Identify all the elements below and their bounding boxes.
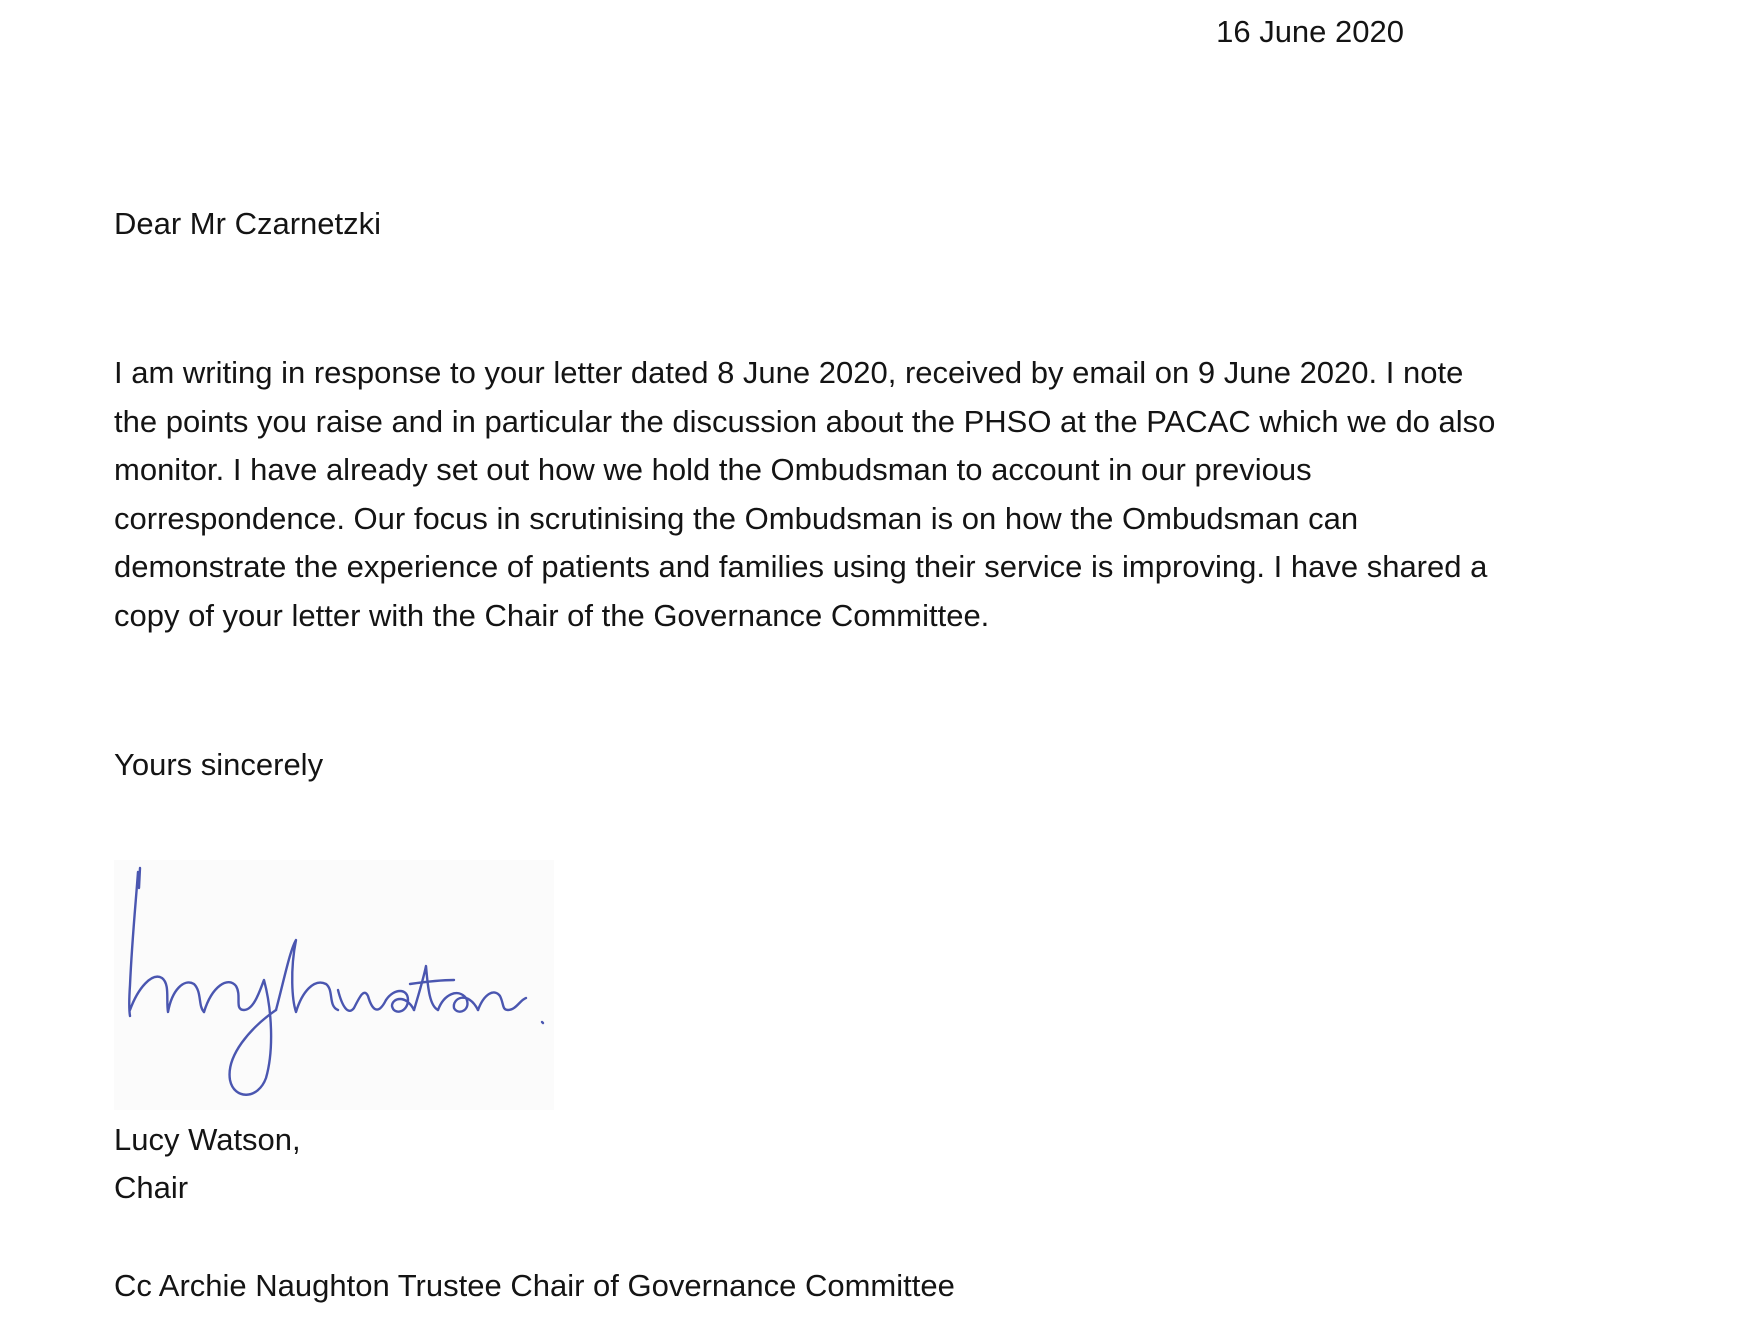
signer-block	[114, 1116, 301, 1212]
signer-name: Lucy Watson,	[114, 1122, 301, 1157]
letter-body	[114, 349, 1644, 640]
signer-title: Chair	[114, 1170, 189, 1205]
body-line: copy of your letter with the Chair of the Governance Committee.	[114, 597, 990, 633]
body-line: I am writing in response to your letter dated 8 June 2020, received by email on 9 June 2020. I note	[114, 355, 1464, 390]
closing: Yours sincerely	[114, 747, 324, 782]
body-line: monitor. I have already set out how we hold the Ombudsman to account in our previous	[114, 452, 1312, 487]
body-line: the points you raise and in particular the discussion about the PHSO at the PACAC which we do also	[114, 403, 1496, 439]
cc-line: Cc Archie Naughton Trustee Chair of Governance Committee	[114, 1268, 955, 1303]
handwritten-signature	[114, 860, 554, 1110]
body-line: correspondence. Our focus in scrutinising the Ombudsman is on how the Ombudsman can	[114, 500, 1359, 536]
letter-date: 16 June 2020	[1216, 14, 1404, 49]
signature-drawing	[114, 860, 554, 1110]
salutation: Dear Mr Czarnetzki	[114, 206, 381, 241]
body-line: demonstrate the experience of patients and families using their service is improving. I have shared a	[114, 549, 1488, 584]
